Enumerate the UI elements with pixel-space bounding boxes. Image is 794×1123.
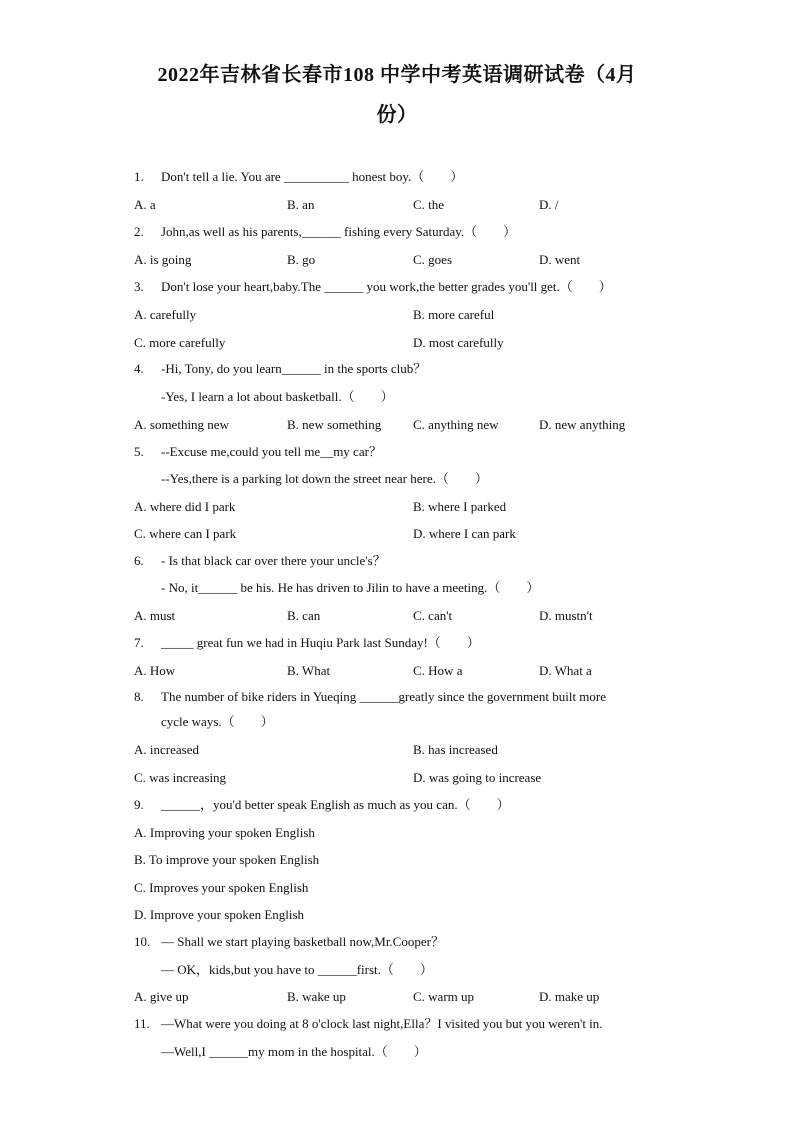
option-d[interactable]: D. most carefully — [413, 335, 504, 350]
question-number: 8. — [134, 689, 144, 704]
question-stem: --Excuse me,could you tell me__my car？ — [161, 444, 382, 459]
option-c[interactable]: C. goes — [413, 252, 452, 267]
question-stem: —What were you doing at 8 o'clock last night,Ella？I visited you but you weren't in. — [161, 1016, 603, 1031]
option-a[interactable]: A. How — [134, 663, 176, 678]
question-stem: ______，you'd better speak English as much as you can.（ ） — [161, 797, 510, 812]
question-number: 2. — [134, 224, 144, 239]
option-a[interactable]: A. is going — [134, 252, 192, 267]
question-stem-line-2: --Yes,there is a parking lot down the street near here.（ ） — [161, 471, 488, 486]
option-c[interactable]: C. where can I park — [134, 526, 237, 541]
question-stem: Don't tell a lie. You are __________ honest boy.（ ） — [161, 169, 464, 184]
question-number: 10. — [134, 934, 151, 949]
option-a[interactable]: A. carefully — [134, 307, 197, 322]
option-d[interactable]: D. was going to increase — [413, 770, 542, 785]
option-d[interactable]: D. / — [539, 197, 559, 212]
option-c[interactable]: C. more carefully — [134, 335, 226, 350]
option-c[interactable]: C. How a — [413, 663, 463, 678]
option-d[interactable]: D. make up — [539, 989, 600, 1004]
question-stem-line-2: -Yes, I learn a lot about basketball.（ ） — [161, 389, 394, 404]
question-number: 6. — [134, 553, 144, 568]
option-b[interactable]: B. an — [287, 197, 315, 212]
option-a[interactable]: A. must — [134, 608, 176, 623]
option-a[interactable]: A. Improving your spoken English — [134, 825, 315, 840]
question-stem: -Hi, Tony, do you learn______ in the sports club？ — [161, 361, 427, 376]
question-number: 7. — [134, 635, 144, 650]
option-d[interactable]: D. new anything — [539, 417, 626, 432]
paper-title-line-1: 2022年吉林省长春市108 中学中考英语调研试卷（4月 — [157, 64, 637, 86]
option-b[interactable]: B. can — [287, 608, 321, 623]
question-stem: Don't lose your heart,baby.The ______ you work,the better grades you'll get.（ ） — [161, 279, 612, 294]
option-b[interactable]: B. new something — [287, 417, 382, 432]
option-a[interactable]: A. a — [134, 197, 156, 212]
option-b[interactable]: B. more careful — [413, 307, 495, 322]
question-number: 11. — [134, 1016, 150, 1031]
option-d[interactable]: D. where I can park — [413, 526, 516, 541]
option-b[interactable]: B. go — [287, 252, 316, 267]
question-number: 5. — [134, 444, 144, 459]
option-c[interactable]: C. the — [413, 197, 445, 212]
option-b[interactable]: B. wake up — [287, 989, 346, 1004]
question-stem: _____ great fun we had in Huqiu Park last Sunday!（ ） — [161, 635, 480, 650]
question-stem-line-2: cycle ways.（ ） — [161, 714, 274, 729]
option-a[interactable]: A. give up — [134, 989, 189, 1004]
option-b[interactable]: B. What — [287, 663, 331, 678]
option-d[interactable]: D. went — [539, 252, 581, 267]
option-d[interactable]: D. mustn't — [539, 608, 593, 623]
option-b[interactable]: B. where I parked — [413, 499, 507, 514]
question-stem: The number of bike riders in Yueqing ______greatly since the government built more — [161, 689, 607, 704]
question-stem: John,as well as his parents,______ fishing every Saturday.（ ） — [161, 224, 517, 239]
question-stem: — Shall we start playing basketball now,Mr.Cooper？ — [161, 934, 444, 949]
question-number: 3. — [134, 279, 144, 294]
question-stem-line-2: — OK，kids,but you have to ______first.（ ） — [161, 962, 433, 977]
option-c[interactable]: C. Improves your spoken English — [134, 880, 309, 895]
option-d[interactable]: D. Improve your spoken English — [134, 907, 305, 922]
option-c[interactable]: C. warm up — [413, 989, 475, 1004]
option-c[interactable]: C. was increasing — [134, 770, 227, 785]
option-a[interactable]: A. where did I park — [134, 499, 236, 514]
question-number: 1. — [134, 169, 144, 184]
paper-title-line-2: 份） — [376, 104, 418, 126]
question-number: 4. — [134, 361, 144, 376]
option-d[interactable]: D. What a — [539, 663, 592, 678]
option-c[interactable]: C. can't — [413, 608, 453, 623]
question-stem-line-2: - No, it______ be his. He has driven to Jilin to have a meeting.（ ） — [161, 580, 540, 595]
option-c[interactable]: C. anything new — [413, 417, 499, 432]
option-a[interactable]: A. increased — [134, 742, 199, 757]
option-b[interactable]: B. To improve your spoken English — [134, 852, 320, 867]
question-number: 9. — [134, 797, 144, 812]
option-a[interactable]: A. something new — [134, 417, 229, 432]
question-stem: - Is that black car over there your uncle's？ — [161, 553, 386, 568]
option-b[interactable]: B. has increased — [413, 742, 498, 757]
question-stem-line-2: —Well,I ______my mom in the hospital.（ ） — [161, 1044, 427, 1059]
